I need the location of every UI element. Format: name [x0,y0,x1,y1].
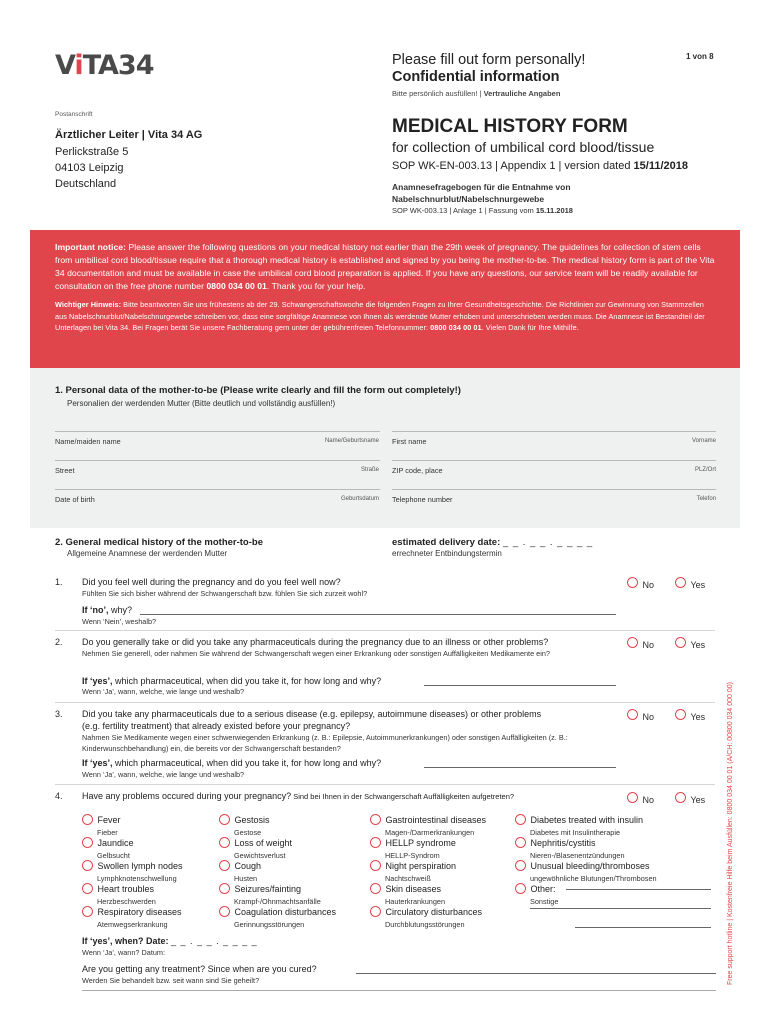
radio[interactable] [219,883,230,894]
notice-en: Important notice: Please answer the following questions on your medical history not earlier than the 29th week of pregnancy. The guidelines for collection of stem cells from umbilical cord blood/tissue require that a thorough medical history is established and signed by you being the mother-to-be. The medical history form is part of the Vita 34 documentation and must be available in case the umbilical cord blood preparation is applied. If you have any questions, our service team will be readily available for consultation on the free phone number 0800 034 00 01. Thank you for your help. [55,242,715,291]
question-2-follow: If ‘yes’, which pharmaceutical, when did you take it, for how long and why? [82,676,382,686]
question-1-text: Did you feel well during the pregnancy and do you feel well now? [82,577,341,587]
form-title: MEDICAL HISTORY FORM [392,116,628,137]
divider [55,630,715,631]
option-weight-loss[interactable]: Loss of weight Gewichtsverlust [219,833,336,856]
delivery-date-label: estimated delivery date: _ _ . _ _ . _ _ _ _ [392,537,594,548]
radio-no[interactable] [627,709,638,720]
other-answer-line-3[interactable] [575,927,711,928]
delivery-date-input[interactable]: _ _ . _ _ . _ _ _ _ [502,537,594,548]
phone-field[interactable] [392,489,716,490]
question-2-follow-de: Wenn ‘Ja’, wann, welche, wie lange und weshalb? [82,687,245,696]
question-4-yes-option[interactable]: Yes [675,790,705,808]
radio[interactable] [219,837,230,848]
phone-label: Telephone number [392,495,453,504]
first-name-field[interactable] [392,431,716,432]
radio[interactable] [219,860,230,871]
question-2-yes-option[interactable]: Yes [675,635,705,653]
radio[interactable] [515,883,526,894]
birthdate-label-de: Geburtsdatum [340,496,379,502]
question-4-no-option[interactable]: No [627,790,654,808]
problems-when-input[interactable]: _ _ . _ _ . _ _ _ _ [171,936,258,946]
notice-de: Wichtiger Hinweis: Bitte beantworten Sie uns frühestens ab der 29. Schwangerschaftswoche die folgenden Fragen zu Ihrer Gesundheitsgeschichte. Die Richtlinien zur Gewinnung von Stammzellen aus Nabelschnurblut/Nabelschnurgewebe schreiben vor, dass eine sorgfältige Anamnese von Ihnen als werdende Mutter erhoben und unterschrieben werden muss. Die Anamnese ist Bestandteil der Unterlagen bei Vita 34. Bei Fragen berät Sie unsere Fachberatung gern unter der gebührenfreien Telefonnummer: 0800 034 00 01. Vielen Dank für Ihre Mithilfe. [55,300,705,332]
question-3-yes-option[interactable]: Yes [675,707,705,725]
option-circulatory[interactable]: Circulatory disturbances Durchblutungsstörungen [370,902,486,925]
question-1-text-de: Fühlten Sie sich bisher während der Schwangerschaft bzw. fühlen Sie sich zurzeit wohl? [82,589,368,598]
option-skin[interactable]: Skin diseases Hauterkrankungen [370,879,486,902]
radio[interactable] [82,814,93,825]
option-cough[interactable]: Cough Husten [219,856,336,879]
option-gestosis[interactable]: Gestosis Gestose [219,810,336,833]
header-title: Please fill out form personally! [392,52,586,68]
zip-field[interactable] [392,460,716,461]
header-confidential: Confidential information [392,69,560,85]
option-hellp[interactable]: HELLP syndrome HELLP-Syndrom [370,833,486,856]
question-1-follow: If ‘no’, why? [82,605,133,615]
question-2-text-de: Nehmen Sie generell, oder nahmen Sie während der Schwangerschaft wegen einer Erkrankung oder sonstigen Auffälligkeiten Medikamente ein? [82,649,550,658]
radio[interactable] [515,814,526,825]
problems-col-3 [370,810,487,929]
option-other[interactable]: Other: Sonstige [515,879,657,902]
section2-subtitle: Allgemeine Anamnese der werdenden Mutter [67,549,228,558]
page-number: 1 von 8 [686,52,714,61]
problems-when: If ‘yes’, when? Date: _ _ . _ _ . _ _ _ _ [82,936,258,946]
question-1-number: 1. [55,577,63,587]
option-bleeding[interactable]: Unusual bleeding/thromboses ungewöhnliche Blutungen/Thrombosen [515,856,657,879]
question-4-text: Have any problems occured during your pregnancy? Sind bei Ihnen in der Schwangerschaft Auffälligkeiten aufgetreten? [82,791,515,801]
radio[interactable] [219,814,230,825]
question-2-number: 2. [55,637,63,647]
radio[interactable] [370,883,381,894]
question-3-follow-de: Wenn ‘Ja’, wann, welche, wie lange und weshalb? [82,770,245,779]
vita34-logo: ViTA34 [55,50,154,81]
option-fever[interactable]: Fever Fieber [82,810,183,833]
treatment-question: Are you getting any treatment? Since when are you cured? [82,964,317,974]
form-title-de: Anamnesefragebogen für die Entnahme von Nabelschnurblut/Nabelschnurgewebe [392,182,571,204]
question-3-follow: If ‘yes’, which pharmaceutical, when did you take it, for how long and why? [82,758,382,768]
question-3-answer-line[interactable] [424,767,616,768]
option-night-perspiration[interactable]: Night perspiration Nachtschweiß [370,856,486,879]
section2-title: 2. General medical history of the mother-to-be [55,537,263,548]
street-label: Street [55,466,75,475]
important-notice-box [30,230,740,368]
address-label: Postanschrift [55,111,93,118]
zip-label-de: PLZ/Ort [694,467,716,473]
problems-col-1 [82,810,183,929]
radio[interactable] [82,860,93,871]
divider [55,784,715,785]
question-1-answer-line[interactable] [140,614,616,615]
other-answer-line-2[interactable] [530,908,711,909]
section1-subtitle: Personalien der werdenden Mutter (Bitte deutlich und vollständig ausfüllen!) [67,399,336,408]
radio-yes[interactable] [675,792,686,803]
zip-label: ZIP code, place [392,466,443,475]
option-nephritis[interactable]: Nephritis/cystitis Nieren-/Blasenentzündungen [515,833,657,856]
radio[interactable] [370,814,381,825]
radio[interactable] [370,860,381,871]
radio[interactable] [82,837,93,848]
support-hotline-side: Free support hotline | Kostenfreie Hilfe beim Ausfüllen: 0800 034 00 01 (A/CH: 00800 034 000 00) [727,681,734,985]
question-1-follow-de: Wenn ‘Nein’, weshalb? [82,617,157,626]
street-label-de: Straße [360,467,379,473]
radio-no[interactable] [627,577,638,588]
question-3-text-de: Nahmen Sie Medikamente wegen einer schwerwiegenden Erkrankung (z. B.: Epilepsie, Autoimmunerkrankungen) oder sonstigen Auffälligkeiten (z. B.: Kinderwunschbehandlung) ein, die bereits vor der Schwangerschaft bestanden? [82,733,568,753]
bottom-line [82,990,716,991]
problems-when-de: Wenn ‘Ja’, wann? Datum: [82,948,166,957]
address-line-3: 04103 Leipzig [55,162,124,174]
name-label: Name/maiden name [55,437,121,446]
option-diabetes[interactable]: Diabetes treated with insulin Diabetes mit Insulintherapie [515,810,657,833]
question-3-no-option[interactable]: No [627,707,654,725]
radio[interactable] [82,906,93,917]
sop-info-de: SOP WK-003.13 | Anlage 1 | Fassung vom 15.11.2018 [392,206,573,215]
street-field[interactable] [55,460,380,461]
radio-yes[interactable] [675,709,686,720]
radio-no[interactable] [627,637,638,648]
address-line-2: Perlickstraße 5 [55,146,129,158]
option-seizures[interactable]: Seizures/fainting Krampf-/Ohnmachtsanfälle [219,879,336,902]
phone-label-de: Telefon [696,496,716,502]
divider [55,702,715,703]
option-coagulation[interactable]: Coagulation disturbances Gerinnungsstörungen [219,902,336,925]
question-2-text: Do you generally take or did you take any pharmaceuticals during the pregnancy due to an illness or other problems? [82,637,549,647]
radio[interactable] [370,837,381,848]
first-name-label-de: Vorname [691,438,716,444]
name-field[interactable] [55,431,380,432]
treatment-answer-line[interactable] [356,973,716,974]
question-1-no-option[interactable]: No [627,575,654,593]
form-subtitle: for collection of umbilical cord blood/tissue [392,139,655,155]
delivery-date-label-de: errechneter Entbindungstermin [392,549,502,558]
question-3-text: Did you take any pharmaceuticals due to a serious disease (e.g. epilepsy, autoimmune diseases) or other problems (e.g. fertility treatment) that already existed before your pregnancy? [82,709,542,731]
option-respiratory[interactable]: Respiratory diseases Atemwegserkrankung [82,902,183,925]
address-line-4: Deutschland [55,178,117,190]
treatment-question-de: Werden Sie behandelt bzw. seit wann sind Sie geheilt? [82,976,260,985]
header-subtitle-de: Bitte persönlich ausfüllen! | Vertrauliche Angaben [392,89,561,98]
question-2-no-option[interactable]: No [627,635,654,653]
address-line-1: Ärztlicher Leiter | Vita 34 AG [55,129,203,141]
name-label-de: Name/Geburtsname [324,438,379,444]
option-heart[interactable]: Heart troubles Herzbeschwerden [82,879,183,902]
sop-info: SOP WK-EN-003.13 | Appendix 1 | version dated 15/11/2018 [392,160,688,172]
birthdate-field[interactable] [55,489,380,490]
radio-yes[interactable] [675,577,686,588]
question-4-number: 4. [55,791,63,801]
problems-col-2 [219,810,337,929]
birthdate-label: Date of birth [55,495,95,504]
option-gastro[interactable]: Gastrointestinal diseases Magen-/Darmerkrankungen [370,810,486,833]
radio-yes[interactable] [675,637,686,648]
radio[interactable] [219,906,230,917]
radio[interactable] [82,883,93,894]
question-2-answer-line[interactable] [424,685,616,686]
other-answer-line-1[interactable] [566,889,711,890]
option-jaundice[interactable]: Jaundice Gelbsucht [82,833,183,856]
radio[interactable] [515,860,526,871]
radio[interactable] [515,837,526,848]
radio-no[interactable] [627,792,638,803]
section1-title: 1. Personal data of the mother-to-be (Please write clearly and fill the form out completely!) [55,385,461,396]
radio[interactable] [370,906,381,917]
question-1-yes-option[interactable]: Yes [675,575,705,593]
question-3-number: 3. [55,709,63,719]
first-name-label: First name [392,437,427,446]
option-swollen-lymph[interactable]: Swollen lymph nodes Lymphknotenschwellung [82,856,183,879]
